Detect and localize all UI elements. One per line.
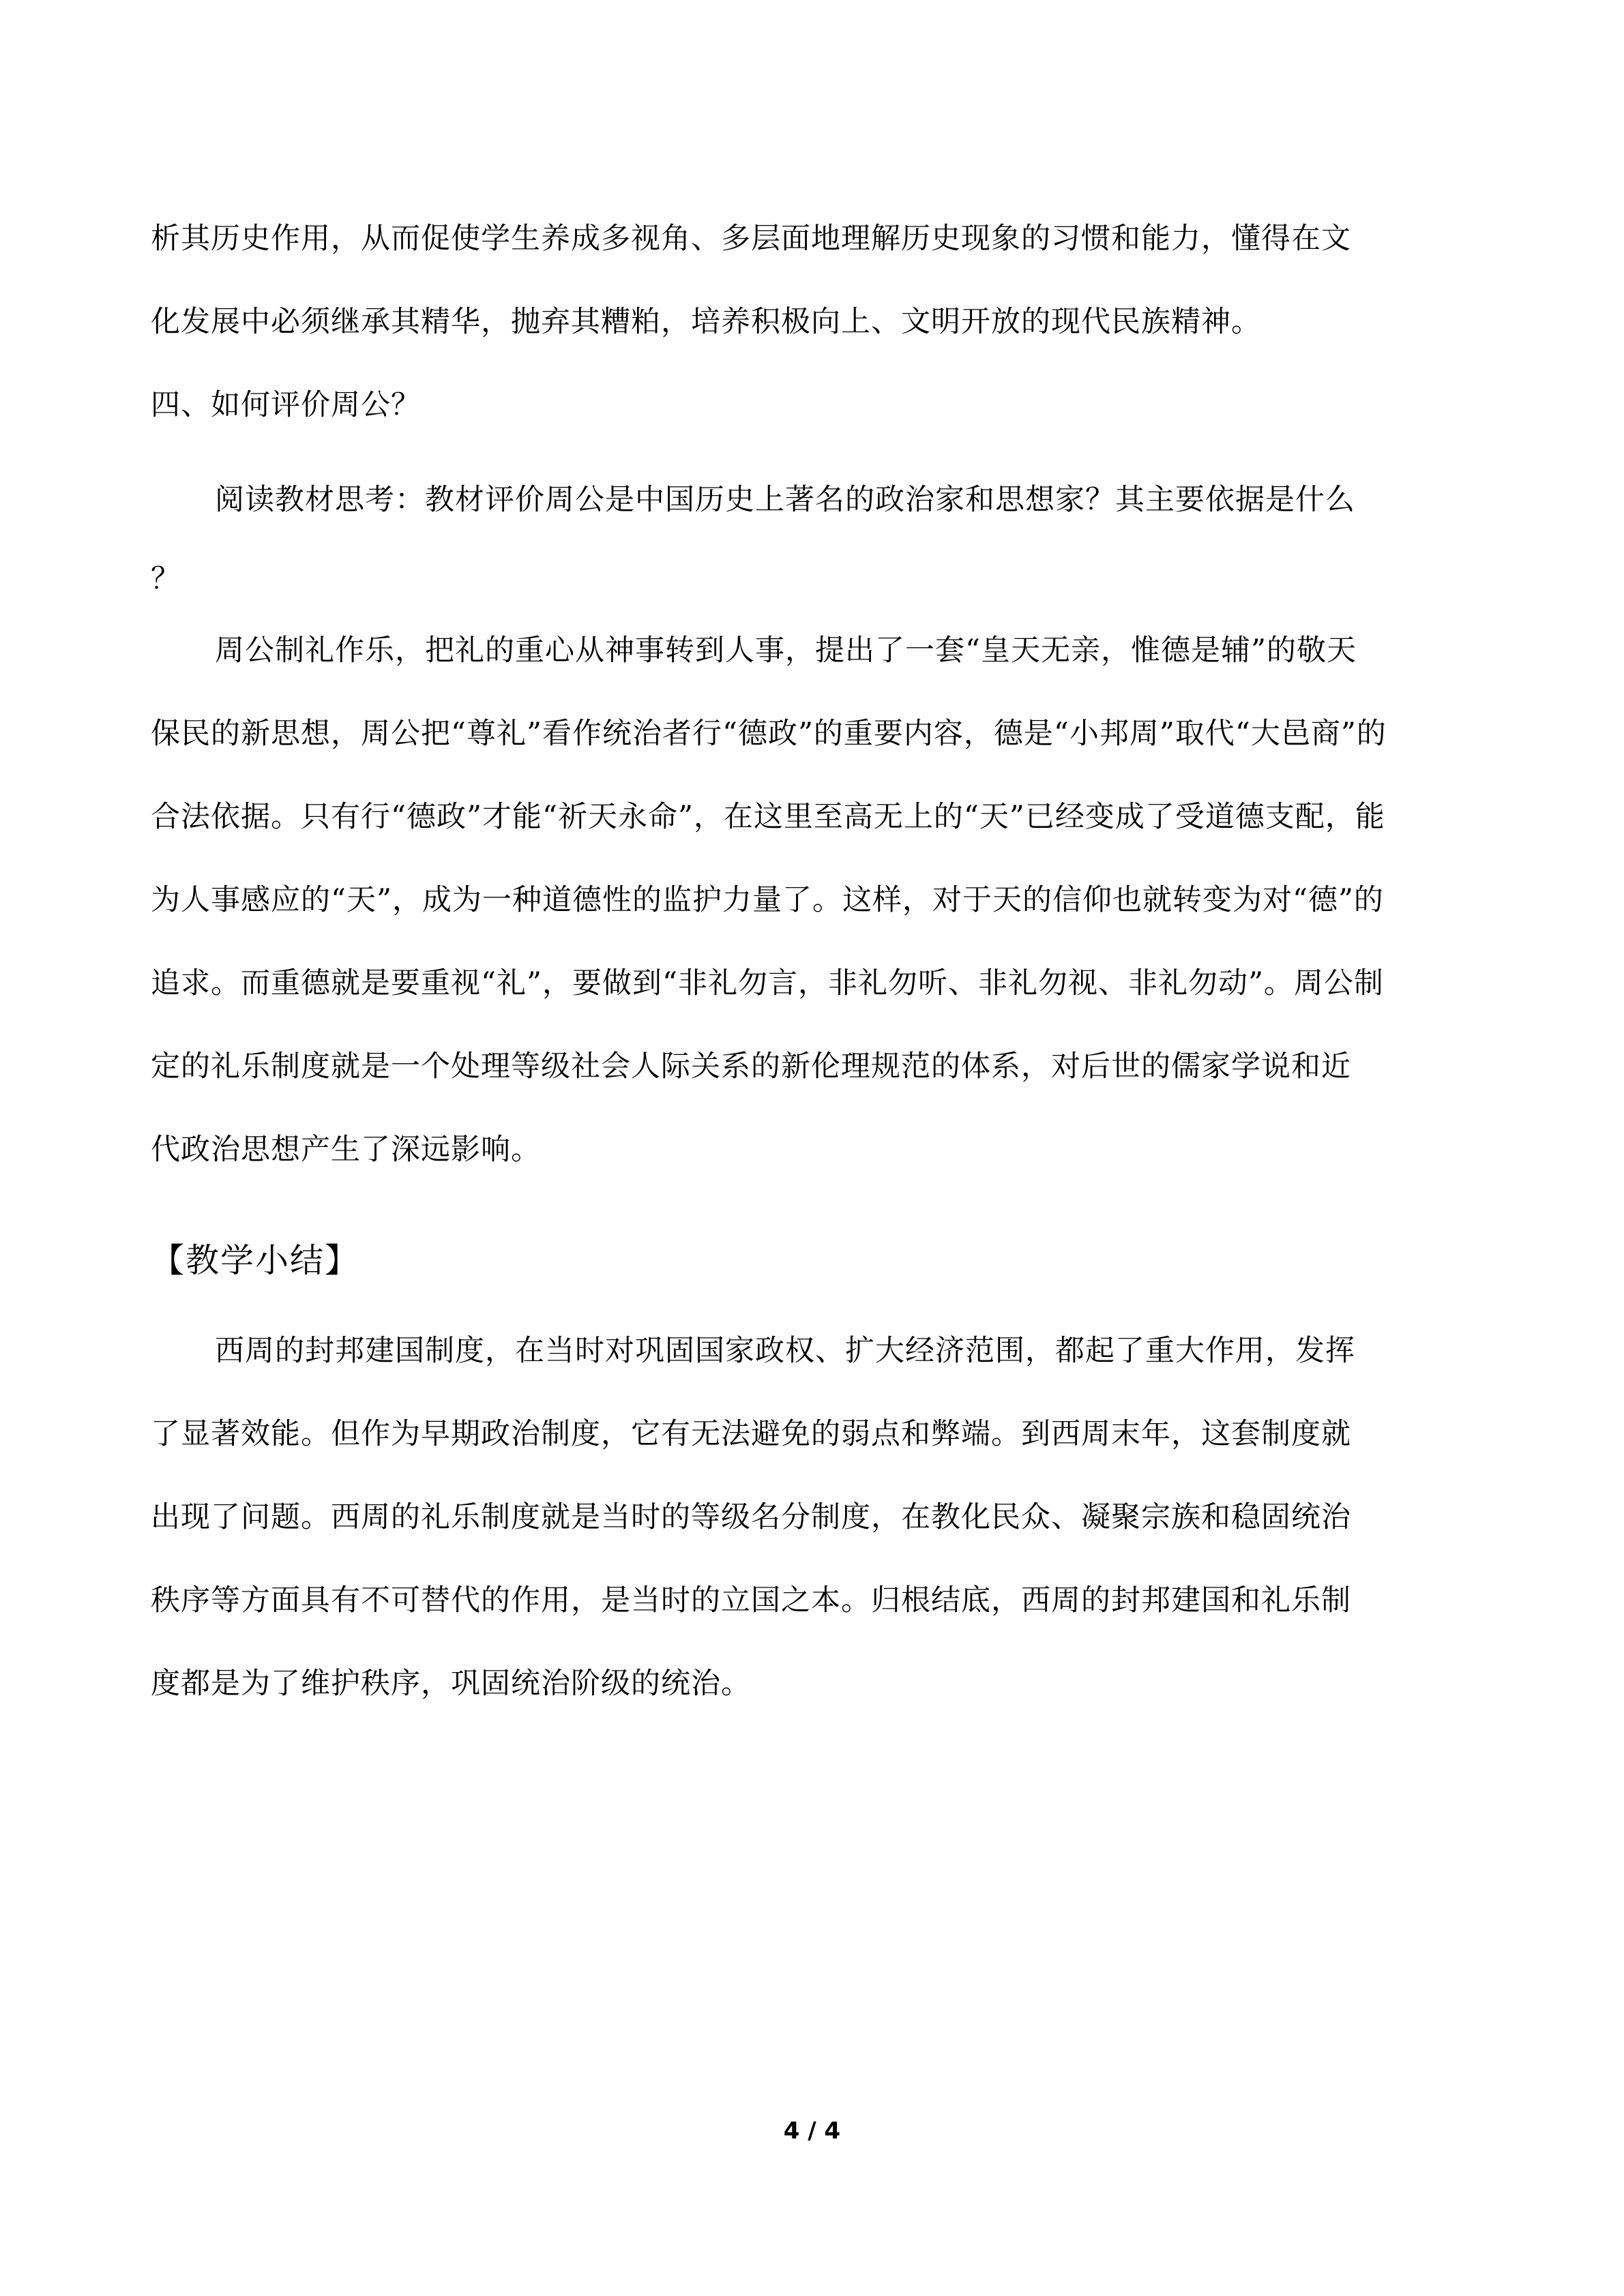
paragraph-line: 出现了问题。西周的礼乐制度就是当时的等级名分制度，在教化民众、凝聚宗族和稳固统治 — [151, 1500, 1351, 1534]
paragraph-line: 析其历史作用，从而促使学生养成多视角、多层面地理解历史现象的习惯和能力，懂得在文 — [151, 222, 1351, 256]
paragraph-line: 度都是为了维护秩序，巩固统治阶级的统治。 — [151, 1667, 751, 1701]
paragraph-line: 保民的新思想，周公把“尊礼”看作统治者行“德政”的重要内容，德是“小邦周”取代“大邑商”的 — [151, 717, 1387, 751]
paragraph-line: 西周的封邦建国制度，在当时对巩固国家政权、扩大经济范围，都起了重大作用，发挥 — [215, 1334, 1355, 1368]
section3-tail-paragraph — [151, 197, 1488, 447]
paragraph-line: 周公制礼作乐，把礼的重心从神事转到人事，提出了一套“皇天无亲，惟德是辅”的敬天 — [215, 633, 1357, 668]
section4-question-paragraph — [151, 458, 1488, 616]
paragraph-line: 秩序等方面具有不可替代的作用，是当时的立国之本。归根结底，西周的封邦建国和礼乐制 — [151, 1583, 1351, 1617]
paragraph-line: 定的礼乐制度就是一个处理等级社会人际关系的新伦理规范的体系，对后世的儒家学说和近 — [151, 1049, 1351, 1084]
paragraph-line: ？ — [151, 562, 181, 596]
paragraph-line: 为人事感应的“天”，成为一种道德性的监护力量了。这样，对于天的信仰也就转变为对“德”的 — [151, 883, 1384, 917]
summary-paragraph — [151, 1309, 1488, 1725]
paragraph-line: 阅读教材思考：教材评价周公是中国历史上著名的政治家和思想家？其主要依据是什么 — [215, 483, 1355, 517]
section4-answer-paragraph — [151, 609, 1488, 1191]
paragraph-line: 追求。而重德就是要重视“礼”，要做到“非礼勿言，非礼勿听、非礼勿视、非礼勿动”。周公制 — [151, 966, 1384, 1000]
section4-title: 四、如何评价周公？ — [151, 388, 421, 422]
paragraph-line: 代政治思想产生了深远影响。 — [151, 1133, 541, 1167]
paragraph-line: 了显著效能。但作为早期政治制度，它有无法避免的弱点和弊端。到西周末年，这套制度就 — [151, 1417, 1351, 1451]
paragraph-line: 合法依据。只有行“德政”才能“祈天永命”，在这里至高无上的“天”已经变成了受道德支配，能 — [151, 800, 1385, 834]
paragraph-line: 化发展中必须继承其精华，抛弃其糟粕，培养积极向上、文明开放的现代民族精神。 — [151, 305, 1261, 339]
summary-heading: 【教学小结】 — [151, 1241, 360, 1280]
page-number: 4 / 4 — [783, 2117, 841, 2145]
